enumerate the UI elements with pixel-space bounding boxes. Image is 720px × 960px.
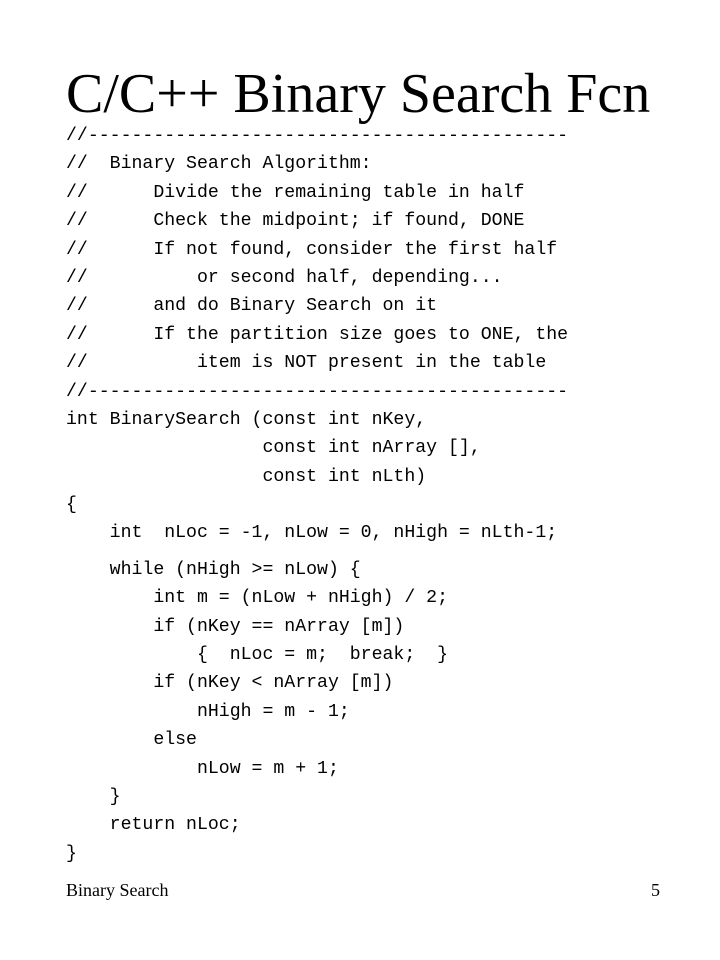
code-line: } — [66, 786, 121, 807]
code-line: // If the partition size goes to ONE, the — [66, 324, 569, 345]
code-line: { nLoc = m; break; } — [66, 645, 448, 666]
code-line: // and do Binary Search on it — [66, 296, 438, 317]
code-line: int BinarySearch (const int nKey, — [66, 409, 427, 430]
code-line: { — [66, 495, 77, 516]
code-line: // If not found, consider the first half — [66, 239, 558, 260]
code-spacer — [66, 548, 568, 556]
code-line: nHigh = m - 1; — [66, 701, 350, 722]
code-line: else — [66, 730, 197, 751]
code-line: //-------------------------------------------- — [66, 126, 569, 146]
page-number: 5 — [651, 880, 660, 900]
slide-title: C/C++ Binary Search Fcn — [66, 63, 651, 125]
code-line: const int nLth) — [66, 466, 427, 487]
code-line: int m = (nLow + nHigh) / 2; — [66, 588, 448, 609]
code-line: const int nArray [], — [66, 438, 481, 459]
code-line: while (nHigh >= nLow) { — [66, 559, 361, 580]
code-line: //-------------------------------------------- — [66, 381, 569, 402]
code-line: return nLoc; — [66, 815, 241, 836]
code-line: nLow = m + 1; — [66, 758, 339, 779]
code-line: // or second half, depending... — [66, 267, 503, 288]
code-line: int nLoc = -1, nLow = 0, nHigh = nLth-1; — [66, 523, 558, 544]
code-block — [66, 122, 568, 868]
code-line: if (nKey < nArray [m]) — [66, 673, 394, 694]
footer-title: Binary Search — [66, 880, 169, 900]
code-line: // item is NOT present in the table — [66, 353, 547, 374]
code-line: // Divide the remaining table in half — [66, 182, 525, 203]
code-line: // Check the midpoint; if found, DONE — [66, 211, 525, 232]
code-line: if (nKey == nArray [m]) — [66, 616, 405, 637]
code-line: // Binary Search Algorithm: — [66, 154, 372, 175]
code-line: } — [66, 843, 77, 864]
